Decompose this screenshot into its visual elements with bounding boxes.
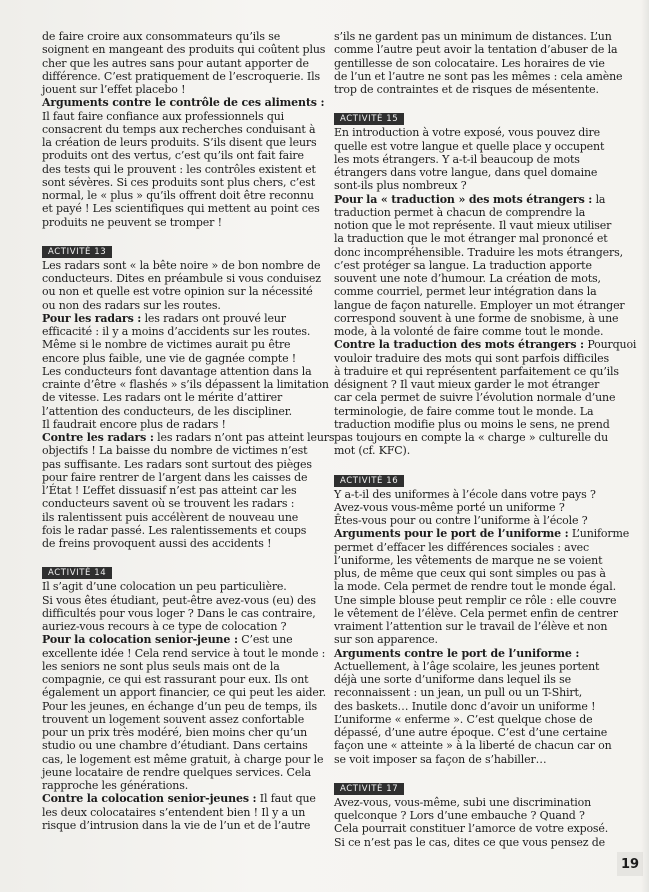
text-line: et payé ! Les scientifiques qui mettent au point ces bbox=[42, 202, 320, 216]
text-line: des baskets… Inutile donc d’avoir un uniforme ! bbox=[334, 699, 596, 713]
text-line: déjà une sorte d’uniforme dans lequel ils se bbox=[334, 673, 571, 686]
text-line: Cela pourrait constituer l’amorce de votre exposé. bbox=[334, 822, 609, 836]
text-line: quelconque ? Lors d’une embauche ? Quand ? bbox=[334, 809, 585, 822]
argument-heading: Contre les radars : bbox=[42, 431, 154, 444]
text-line: correspond souvent à une forme de snobisme, à une bbox=[334, 311, 619, 325]
text-line: également un apport financier, ce qui peut les aider. bbox=[42, 686, 326, 700]
page-edge-shadow bbox=[641, 0, 649, 892]
text-line: Avez-vous, vous-même, subi une discrimination bbox=[334, 795, 592, 809]
argument-text: les radars ont prouvé leur bbox=[141, 311, 286, 325]
text-line: la traduction que le mot étranger mal prononcé et bbox=[334, 232, 608, 246]
text-line: différence. C’est pratiquement de l’escroquerie. Ils bbox=[42, 69, 320, 83]
argument-heading: Contre la traduction des mots étrangers : bbox=[334, 338, 584, 352]
activity-label: ACTIVITÉ 15 bbox=[334, 113, 404, 125]
text-line: vraiment l’attention sur le travail de l’élève et non bbox=[334, 620, 608, 633]
text-line: l’attention des conducteurs, de les discipliner. bbox=[42, 404, 293, 418]
argument-heading: Arguments contre le port de l’uniforme : bbox=[334, 646, 580, 660]
text-line: difficultés pour vous loger ? Dans le cas contraire, bbox=[42, 606, 316, 620]
text-line: Y a-t-il des uniformes à l’école dans votre pays ? bbox=[334, 487, 596, 501]
text-line: la mode. Cela permet de rendre tout le monde égal. bbox=[334, 580, 616, 594]
text-line: objectifs ! La baisse du nombre de victimes n’est bbox=[42, 444, 308, 458]
text-line: plus, de même que ceux qui sont simples ou pas à bbox=[334, 567, 606, 580]
text-line: étrangers dans votre langue, dans quel domaine bbox=[334, 166, 598, 179]
text-line: normal, le « plus » qu’ils offrent doit être reconnu bbox=[42, 189, 314, 202]
text-line: fois le radar passé. Les ralentissements et coups bbox=[42, 523, 307, 537]
text-line: Si ce n’est pas le cas, dites ce que vous pensez de bbox=[334, 835, 605, 849]
text-line: compagnie, ce qui est rassurant pour eux. Ils ont bbox=[42, 673, 309, 686]
activity-label: ACTIVITÉ 14 bbox=[42, 567, 112, 579]
argument-text: Pourquoi bbox=[583, 338, 637, 352]
text-line: Il s’agit d’une colocation un peu particulière. bbox=[42, 580, 287, 594]
text-line: désignent ? Il vaut mieux garder le mot étranger bbox=[334, 378, 600, 391]
argument-line bbox=[42, 312, 314, 325]
text-line: excellente idée ! Cela rend service à tout le monde : bbox=[42, 646, 326, 660]
text-line: Pour les jeunes, en échange d’un peu de temps, ils bbox=[42, 699, 317, 713]
text-line: les mots étrangers. Y a-t-il beaucoup de mots bbox=[334, 152, 580, 166]
text-line: façon une « atteinte » à la liberté de chacun car on bbox=[334, 739, 612, 753]
text-line: donc incompréhensible. Traduire les mots étrangers, bbox=[334, 245, 623, 259]
text-line: Êtes-vous pour ou contre l’uniforme à l’école ? bbox=[334, 514, 588, 527]
text-line: traduction permet à chacun de comprendre la bbox=[334, 205, 586, 219]
argument-line bbox=[334, 338, 637, 352]
argument-heading: Contre la colocation senior-jeunes : bbox=[42, 792, 257, 806]
text-line: de freins provoquent aussi des accidents ! bbox=[42, 537, 272, 550]
text-line: jouent sur l’effet placebo ! bbox=[42, 83, 186, 96]
text-line: mot (cf. KFC). bbox=[334, 444, 411, 458]
section-gap bbox=[334, 766, 610, 779]
argument-text: L’uniforme bbox=[568, 527, 630, 541]
section-gap bbox=[42, 229, 314, 242]
argument-line bbox=[334, 527, 630, 541]
section-gap bbox=[42, 550, 314, 563]
right-column bbox=[334, 30, 637, 849]
text-line: des tests qui le prouvent : les contrôles existent et bbox=[42, 162, 316, 176]
text-line: trop de contraintes et de risques de mésentente. bbox=[334, 83, 599, 96]
text-line: jeune locataire de rendre quelques services. Cela bbox=[42, 765, 311, 779]
text-line: dépassé, d’une autre époque. C’est d’une certaine bbox=[334, 726, 608, 739]
text-line: de l’un et l’autre ne sont pas les mêmes : cela amène bbox=[334, 69, 623, 83]
text-line: Si vous êtes étudiant, peut-être avez-vous (eu) des bbox=[42, 593, 316, 607]
text-line: produits ont des vertus, c’est qu’ils ont fait faire bbox=[42, 149, 304, 163]
text-line: à traduire et qui représentent parfaitement ce qu’ils bbox=[334, 364, 619, 378]
text-line: pas suffisante. Les radars sont surtout des pièges bbox=[42, 457, 312, 471]
text-line: consacrent du temps aux recherches conduisant à bbox=[42, 122, 316, 136]
activity-label: ACTIVITÉ 16 bbox=[334, 475, 404, 487]
text-line: auriez-vous recours à ce type de colocation ? bbox=[42, 620, 287, 633]
argument-text: la bbox=[592, 192, 606, 206]
text-line: Avez-vous vous-même porté un uniforme ? bbox=[334, 500, 565, 514]
text-line: langue de façon naturelle. Employer un mot étranger bbox=[334, 298, 625, 312]
page-number: 19 bbox=[617, 852, 643, 876]
text-line: car cela permet de suivre l’évolution normale d’une bbox=[334, 391, 616, 405]
text-line: pour un prix très modéré, bien moins cher qu’un bbox=[42, 726, 308, 739]
text-line: s’ils ne gardent pas un minimum de distances. L’un bbox=[334, 30, 612, 43]
text-line: risque d’intrusion dans la vie de l’un et de l’autre bbox=[42, 818, 311, 832]
text-line: les deux colocataires s’entendent bien ! Il y a un bbox=[42, 805, 306, 819]
text-line: le vêtement de l’élève. Cela permet enfin de centrer bbox=[334, 606, 618, 620]
text-line: les seniors ne sont plus seuls mais ont de la bbox=[42, 659, 280, 673]
text-line: L’uniforme « enferme ». C’est quelque chose de bbox=[334, 712, 593, 726]
text-line: comme l’autre peut avoir la tentation d’abuser de la bbox=[334, 43, 618, 57]
argument-heading: Pour la « traduction » des mots étrangers : bbox=[334, 192, 593, 206]
text-line: conducteurs. Dites en préambule si vous conduisez bbox=[42, 272, 321, 285]
text-line: de faire croire aux consommateurs qu’ils se bbox=[42, 30, 281, 43]
text-line: permet d’effacer les différences sociales : avec bbox=[334, 540, 590, 554]
text-line: Actuellement, à l’âge scolaire, les jeunes portent bbox=[334, 659, 600, 673]
text-line: Les conducteurs font davantage attention dans la bbox=[42, 364, 312, 378]
text-line: cher que les autres sans pour autant apporter de bbox=[42, 56, 309, 70]
text-line: mode, à la volonté de faire comme tout le monde. bbox=[334, 325, 604, 338]
text-line: gentillesse de son colocataire. Les horaires de vie bbox=[334, 56, 605, 70]
activity-header bbox=[42, 565, 314, 579]
section-gap bbox=[334, 458, 610, 471]
text-line: sont-ils plus nombreux ? bbox=[334, 179, 467, 193]
activity-label: ACTIVITÉ 13 bbox=[42, 246, 112, 258]
text-line: Il faut faire confiance aux professionnels qui bbox=[42, 109, 285, 123]
text-line: soignent en mangeant des produits qui coûtent plus bbox=[42, 43, 326, 57]
argument-text: C’est une bbox=[237, 633, 293, 647]
text-line: trouvent un logement souvent assez confortable bbox=[42, 712, 305, 726]
argument-heading: Pour la colocation senior-jeune : bbox=[42, 633, 238, 647]
text-line: comme courriel, permet leur intégration dans la bbox=[334, 285, 597, 299]
text-line: vouloir traduire des mots qui sont parfois difficiles bbox=[334, 351, 610, 365]
text-line: ou non et quelle est votre opinion sur la nécessité bbox=[42, 285, 313, 299]
text-line: crainte d’être « flashés » s’ils dépassent la limitation bbox=[42, 378, 329, 391]
text-line: sont sévères. Si ces produits sont plus chers, c’est bbox=[42, 175, 316, 189]
argument-heading: Arguments pour le port de l’uniforme : bbox=[334, 527, 569, 541]
text-line: conducteurs savent où se trouvent les radars : bbox=[42, 497, 295, 511]
text-line: l’uniforme, les vêtements de marque ne se voient bbox=[334, 553, 603, 567]
text-line: produits ne peuvent se tromper ! bbox=[42, 215, 222, 229]
text-line: se voit imposer sa façon de s’habiller… bbox=[334, 752, 547, 766]
text-line: notion que le mot représente. Il vaut mieux utiliser bbox=[334, 219, 612, 232]
text-line: souvent une note d’humour. La création de mots, bbox=[334, 272, 601, 285]
argument-line bbox=[42, 792, 314, 805]
activity-label: ACTIVITÉ 17 bbox=[334, 783, 404, 795]
argument-heading: Pour les radars : bbox=[42, 311, 142, 325]
section-gap bbox=[334, 96, 610, 109]
text-line: de vitesse. Les radars ont le mérite d’attirer bbox=[42, 391, 283, 405]
argument-text: Il faut que bbox=[256, 792, 316, 806]
left-column bbox=[42, 30, 335, 832]
text-line: traduction modifie plus ou moins le sens, ne prend bbox=[334, 417, 610, 431]
text-line: ils ralentissent puis accélèrent de nouveau une bbox=[42, 510, 299, 524]
text-line: Il faudrait encore plus de radars ! bbox=[42, 417, 226, 431]
text-line: Les radars sont « la bête noire » de bon nombre de bbox=[42, 258, 321, 272]
argument-text: les radars n’ont pas atteint leurs bbox=[153, 431, 335, 444]
text-line: la création de leurs produits. S’ils disent que leurs bbox=[42, 136, 317, 149]
activity-header bbox=[42, 244, 314, 258]
argument-line bbox=[334, 193, 610, 206]
text-line: l’État ! L’effet dissuasif n’est pas atteint car les bbox=[42, 484, 297, 497]
text-line: ou non des radars sur les routes. bbox=[42, 298, 221, 312]
text-line: c’est protéger sa langue. La traduction apporte bbox=[334, 258, 592, 272]
text-line: quelle est votre langue et quelle place y occupent bbox=[334, 139, 605, 153]
text-line: reconnaissent : un jean, un pull ou un T-Shirt, bbox=[334, 686, 583, 700]
text-line: cas, le logement est même gratuit, à charge pour le bbox=[42, 752, 324, 766]
argument-line bbox=[42, 633, 314, 646]
activity-header bbox=[334, 473, 610, 487]
text-line: efficacité : il y a moins d’accidents sur les routes. bbox=[42, 325, 311, 338]
text-line: encore plus faible, une vie de gagnée compte ! bbox=[42, 351, 297, 365]
text-line: En introduction à votre exposé, vous pouvez dire bbox=[334, 126, 601, 140]
text-line: Même si le nombre de victimes aurait pu être bbox=[42, 338, 291, 352]
activity-header bbox=[334, 111, 610, 125]
text-line: rapproche les générations. bbox=[42, 779, 189, 792]
activity-header bbox=[334, 781, 610, 795]
argument-line bbox=[42, 431, 335, 444]
text-line: Une simple blouse peut remplir ce rôle : elle couvre bbox=[334, 593, 617, 607]
text-line: studio ou une chambre d’étudiant. Dans certains bbox=[42, 739, 308, 753]
text-line: terminologie, de faire comme tout le monde. La bbox=[334, 404, 594, 418]
text-line: pas toujours en compte la « charge » culturelle du bbox=[334, 431, 608, 444]
text-line: sur son apparence. bbox=[334, 633, 438, 647]
text-line: pour faire rentrer de l’argent dans les caisses de bbox=[42, 470, 308, 484]
argument-heading: Arguments contre le contrôle de ces aliments : bbox=[42, 96, 325, 110]
